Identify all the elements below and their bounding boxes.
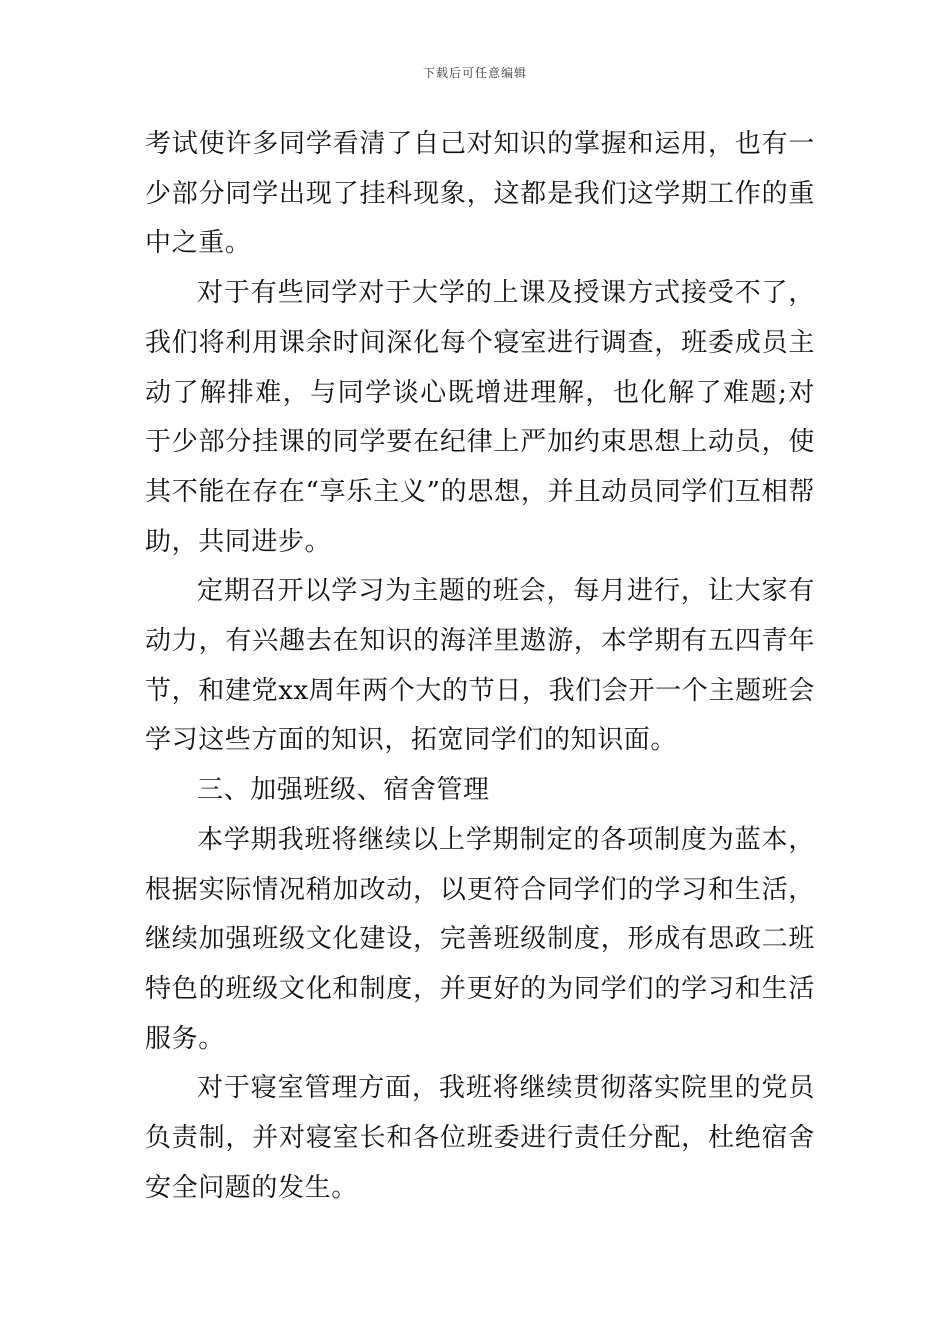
document-body	[145, 120, 815, 1213]
paragraph-class-system: 本学期我班将继续以上学期制定的各项制度为蓝本，根据实际情况稍加改动，以更符合同学们的学习和生活，继续加强班级文化建设，完善班级制度，形成有思政二班特色的班级文化和制度，并更好的为同学们的学习和生活服务。	[145, 824, 815, 1054]
paragraph-class-meetings: 定期召开以学习为主题的班会，每月进行，让大家有动力，有兴趣去在知识的海洋里遨游，本学期有五四青年节，和建党xx周年两个大的节日，我们会开一个主题班会学习这些方面的知识，拓宽同学们的知识面。	[145, 576, 815, 756]
paragraph-dorm-management: 对于寝室管理方面，我班将继续贯彻落实院里的党员负责制，并对寝室长和各位班委进行责任分配，杜绝宿舍安全问题的发生。	[145, 1073, 815, 1203]
paragraph-continuation: 考试使许多同学看清了自己对知识的掌握和运用，也有一少部分同学出现了挂科现象，这都是我们这学期工作的重中之重。	[145, 129, 815, 259]
page-header-note: 下载后可任意编辑	[422, 66, 527, 80]
section-heading-class-dorm-management: 三、加强班级、宿舍管理	[197, 775, 490, 806]
paragraph-teaching-adaptation: 对于有些同学对于大学的上课及授课方式接受不了，我们将利用课余时间深化每个寝室进行调查，班委成员主动了解排难，与同学谈心既增进理解，也化解了难题;对于少部分挂课的同学要在纪律上严加约束思想上动员，使其不能在存在“享乐主义”的思想，并且动员同学们互相帮助，共同进步。	[145, 278, 815, 557]
